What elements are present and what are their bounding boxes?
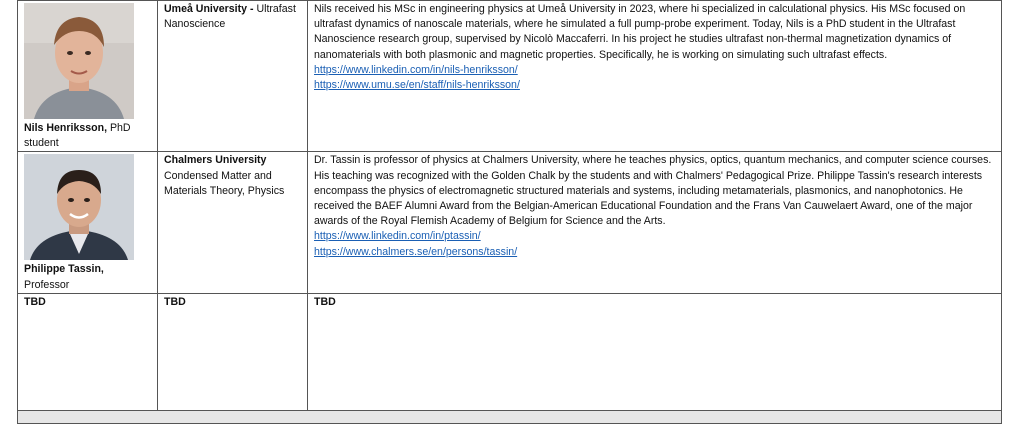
person-name-line	[18, 119, 157, 151]
org-cell	[158, 293, 308, 410]
person-cell	[18, 152, 158, 293]
tbd-text: TBD	[24, 295, 46, 308]
org-cell	[158, 152, 308, 293]
linkedin-link[interactable]: https://www.linkedin.com/in/nils-henriksson/	[314, 63, 518, 76]
bio-text: Nils received his MSc in engineering physics at Umeå University in 2023, where hi specialized in calculational physics. His MSc focused on ultrafast dynamics of nanoscale materials, where he simulated a full pump-probe experiment. Today, Nils is a PhD student in the Ultrafast Nanoscience research group, supervised by Nicolò Maccaferri. In his project he studies ultrafast non-thermal magnetization dynamics of nanomaterials with both plasmonic and magnetic properties. Specifically, he is working on simulating such ultrafast effects.	[314, 3, 966, 61]
person-role: Professor	[24, 278, 70, 291]
person-photo-philippe	[24, 154, 134, 260]
org-group: Condensed Matter and Materials Theory, Physics	[164, 169, 285, 197]
staff-page-link[interactable]: https://www.umu.se/en/staff/nils-henriksson/	[314, 79, 520, 92]
person-cell	[18, 293, 158, 410]
description-cell	[308, 1, 1002, 152]
person-cell	[18, 1, 158, 152]
table-row	[18, 152, 1002, 293]
tbd-text: TBD	[314, 295, 336, 308]
description-cell	[308, 152, 1002, 293]
description-cell	[308, 293, 1002, 410]
table-row	[18, 293, 1002, 410]
bio-text: Dr. Tassin is professor of physics at Chalmers University, where he teaches physics, optics, quantum mechanics, and computer science courses. His teaching was recognized with the Golden Chalk by the students and with Chalmers' Pedagogical Prize. Philippe Tassin's research interests encompass the physics of electromagnetic structured materials and systems, including metamaterials, plasmonics, and nanophotonics. He received the BAEF Alumni Award from the Belgian-American Educational Foundation and the Frans Van Cauwelaert Award, one of the major awards of the Royal Flemish Academy of Belgium for Science and the Arts.	[314, 154, 992, 228]
person-name: Nils Henriksson,	[24, 122, 108, 134]
person-role: PhD student	[24, 122, 131, 150]
person-name-line	[18, 260, 157, 292]
org-name: Chalmers University	[164, 154, 267, 167]
org-cell	[158, 1, 308, 152]
tbd-text: TBD	[164, 295, 186, 308]
person-photo-nils	[24, 3, 134, 119]
staff-page-link[interactable]: https://www.chalmers.se/en/persons/tassin/	[314, 245, 518, 258]
linkedin-link[interactable]: https://www.linkedin.com/in/ptassin/	[314, 230, 481, 243]
org-group: Ultrafast Nanoscience	[164, 3, 296, 31]
people-table	[17, 0, 1002, 424]
org-name: Umeå University -	[164, 3, 254, 15]
table-row	[18, 1, 1002, 152]
person-name: Philippe Tassin,	[24, 263, 104, 276]
